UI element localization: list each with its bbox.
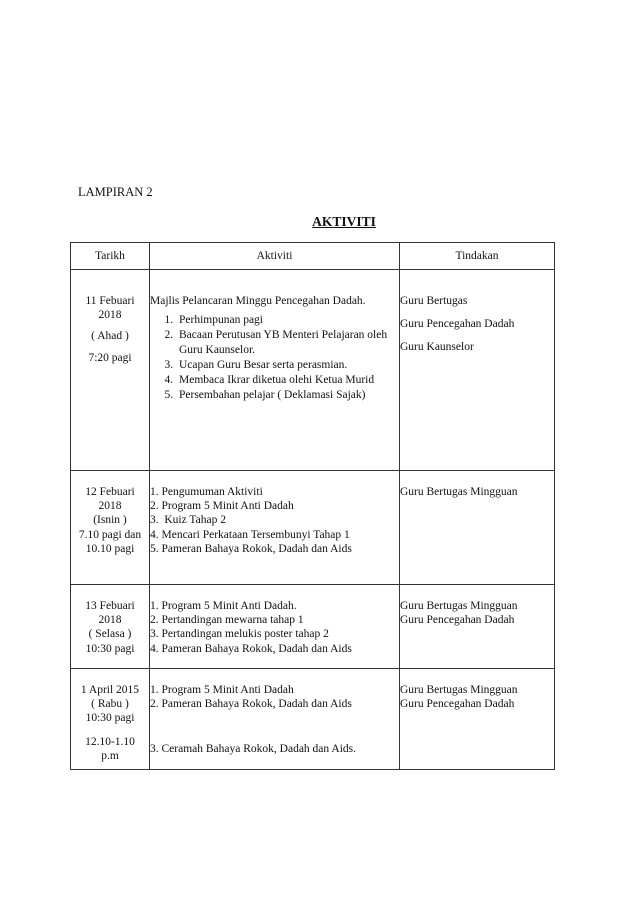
action-line: Guru Pencegahan Dadah bbox=[400, 614, 515, 627]
list-item: 3. Pertandingan melukis poster tahap 2 bbox=[150, 628, 329, 641]
action-cell bbox=[400, 270, 555, 471]
date-cell bbox=[71, 471, 150, 585]
list-item: 2. Pertandingan mewarna tahap 1 bbox=[150, 614, 304, 627]
list-item: 3. Ucapan Guru Besar serta perasmian. bbox=[176, 358, 399, 372]
list-item: 1. Program 5 Minit Anti Dadah bbox=[150, 684, 294, 696]
activity-cell bbox=[150, 669, 400, 770]
time-line: 12.10-1.10 bbox=[85, 735, 135, 748]
action-line: Guru Bertugas bbox=[400, 295, 468, 307]
list-item: 4. Pameran Bahaya Rokok, Dadah dan Aids bbox=[150, 642, 352, 655]
list-item: 2. Pameran Bahaya Rokok, Dadah dan Aids bbox=[150, 698, 352, 711]
header-tarikh: Tarikh bbox=[71, 243, 150, 270]
date-line: 1 April 2015 bbox=[80, 684, 140, 696]
time-line: 7.10 pagi dan bbox=[78, 528, 142, 541]
activity-list bbox=[150, 313, 399, 402]
date-line: 2018 bbox=[98, 500, 122, 513]
list-item: 5. Pameran Bahaya Rokok, Dadah dan Aids bbox=[150, 542, 352, 555]
table-row bbox=[71, 471, 555, 585]
list-item: 1. Pengumuman Aktiviti bbox=[150, 486, 263, 498]
table-row bbox=[71, 669, 555, 770]
day-line: ( Rabu ) bbox=[91, 698, 129, 711]
day-line: (Isnin ) bbox=[93, 514, 127, 527]
time-line: 7:20 pagi bbox=[88, 351, 132, 364]
activity-cell bbox=[150, 585, 400, 669]
activity-cell bbox=[150, 471, 400, 585]
action-line: Guru Bertugas Mingguan bbox=[400, 486, 518, 498]
header-tindakan: Tindakan bbox=[400, 243, 555, 270]
date-cell bbox=[71, 669, 150, 770]
date-cell bbox=[71, 270, 150, 471]
date-line: 12 Febuari bbox=[85, 486, 135, 498]
list-item: 4. Membaca Ikrar diketua olehi Ketua Murid bbox=[176, 373, 399, 387]
list-item: 1. Perhimpunan pagi bbox=[176, 313, 399, 327]
activity-cell bbox=[150, 270, 400, 471]
action-line: Guru Pencegahan Dadah bbox=[400, 318, 515, 331]
day-line: ( Selasa ) bbox=[88, 628, 132, 641]
list-item: 4. Mencari Perkataan Tersembunyi Tahap 1 bbox=[150, 528, 350, 541]
date-line: 13 Febuari bbox=[85, 600, 135, 612]
action-line: Guru Bertugas Mingguan bbox=[400, 600, 518, 612]
activity-table bbox=[70, 242, 555, 770]
date-line: 11 Febuari bbox=[85, 295, 135, 307]
day-line: ( Ahad ) bbox=[91, 330, 129, 343]
date-cell bbox=[71, 585, 150, 669]
action-line: Guru Pencegahan Dadah bbox=[400, 698, 515, 711]
action-line: Guru Kaunselor bbox=[400, 341, 474, 354]
appendix-label: LAMPIRAN 2 bbox=[78, 185, 153, 199]
action-cell bbox=[400, 585, 555, 669]
date-line: 2018 bbox=[98, 309, 122, 322]
time-line: 10:30 pagi bbox=[85, 642, 135, 655]
page-title: AKTIVITI bbox=[312, 214, 376, 229]
time-line: 10.10 pagi bbox=[85, 542, 135, 555]
header-aktiviti: Aktiviti bbox=[150, 243, 400, 270]
action-line: Guru Bertugas Mingguan bbox=[400, 684, 518, 696]
activity-intro: Majlis Pelancaran Minggu Pencegahan Dadah. bbox=[150, 295, 366, 307]
table-header-row bbox=[71, 243, 555, 270]
list-item: 3. Ceramah Bahaya Rokok, Dadah dan Aids. bbox=[150, 743, 356, 756]
list-item: 2. Program 5 Minit Anti Dadah bbox=[150, 500, 294, 513]
time-line: p.m bbox=[101, 749, 119, 762]
action-cell bbox=[400, 669, 555, 770]
table-row bbox=[71, 585, 555, 669]
list-item: 1. Program 5 Minit Anti Dadah. bbox=[150, 600, 297, 612]
action-cell bbox=[400, 471, 555, 585]
list-item: 2. Bacaan Perutusan YB Menteri Pelajaran oleh Guru Kaunselor. bbox=[176, 328, 399, 356]
date-line: 2018 bbox=[98, 614, 122, 627]
list-item: 3. Kuiz Tahap 2 bbox=[150, 514, 226, 527]
list-item: 5. Persembahan pelajar ( Deklamasi Sajak) bbox=[176, 388, 399, 402]
table-row bbox=[71, 270, 555, 471]
time-line: 10:30 pagi bbox=[85, 712, 135, 725]
